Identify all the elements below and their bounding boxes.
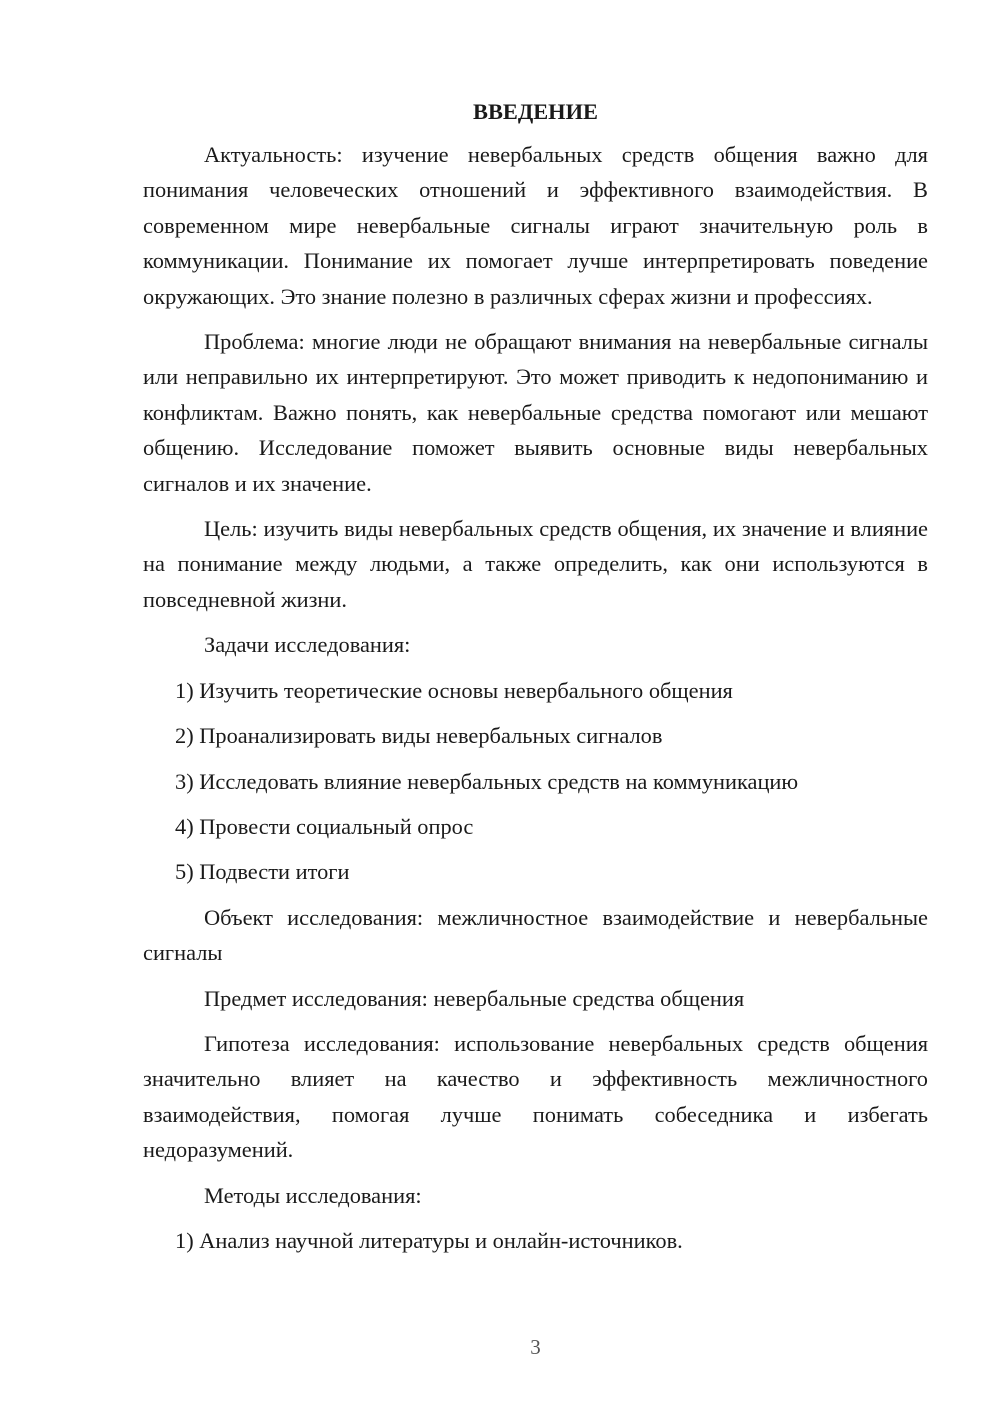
task-item-5: 5) Подвести итоги — [175, 859, 350, 885]
tasks-heading: Задачи исследования: — [204, 632, 411, 658]
relevance-paragraph: Актуальность: изучение невербальных средств общения важно для понимания человеческих отношений и эффективного взаимодействия. В современном мире невербальные сигналы играют значительную роль в коммуникации. Понимание их помогает лучше интерпретировать поведение окружающих. Это знание полезно в различных сферах жизни и профессиях. — [143, 142, 928, 309]
tasks-list — [143, 673, 928, 890]
document-page — [143, 96, 928, 1268]
section-title: ВВЕДЕНИЕ — [473, 99, 598, 124]
methods-list — [143, 1223, 928, 1258]
subject-paragraph: Предмет исследования: невербальные средства общения — [204, 985, 745, 1011]
methods-heading: Методы исследования: — [204, 1182, 422, 1208]
page-number: 3 — [530, 1335, 541, 1359]
task-item-2: 2) Проанализировать виды невербальных сигналов — [175, 723, 663, 749]
object-paragraph: Объект исследования: межличностное взаимодействие и невербальные сигналы — [143, 904, 928, 966]
hypothesis-paragraph: Гипотеза исследования: использование невербальных средств общения значительно влияет на качество и эффективность межличностного взаимодействия, помогая лучше понимать собеседника и избегать недоразумений. — [143, 1030, 928, 1163]
task-item-3: 3) Исследовать влияние невербальных средств на коммуникацию — [175, 768, 799, 794]
task-item-1: 1) Изучить теоретические основы невербального общения — [175, 677, 733, 703]
method-item-1: 1) Анализ научной литературы и онлайн-источников. — [175, 1227, 683, 1253]
goal-paragraph: Цель: изучить виды невербальных средств общения, их значение и влияние на понимание между людьми, а также определить, как они используются в повседневной жизни. — [143, 516, 928, 612]
task-item-4: 4) Провести социальный опрос — [175, 813, 474, 839]
problem-paragraph: Проблема: многие люди не обращают внимания на невербальные сигналы или неправильно их интерпретируют. Это может приводить к недопониманию и конфликтам. Важно понять, как невербальные средства помогают или мешают общению. Исследование поможет выявить основные виды невербальных сигналов и их значение. — [143, 329, 928, 496]
